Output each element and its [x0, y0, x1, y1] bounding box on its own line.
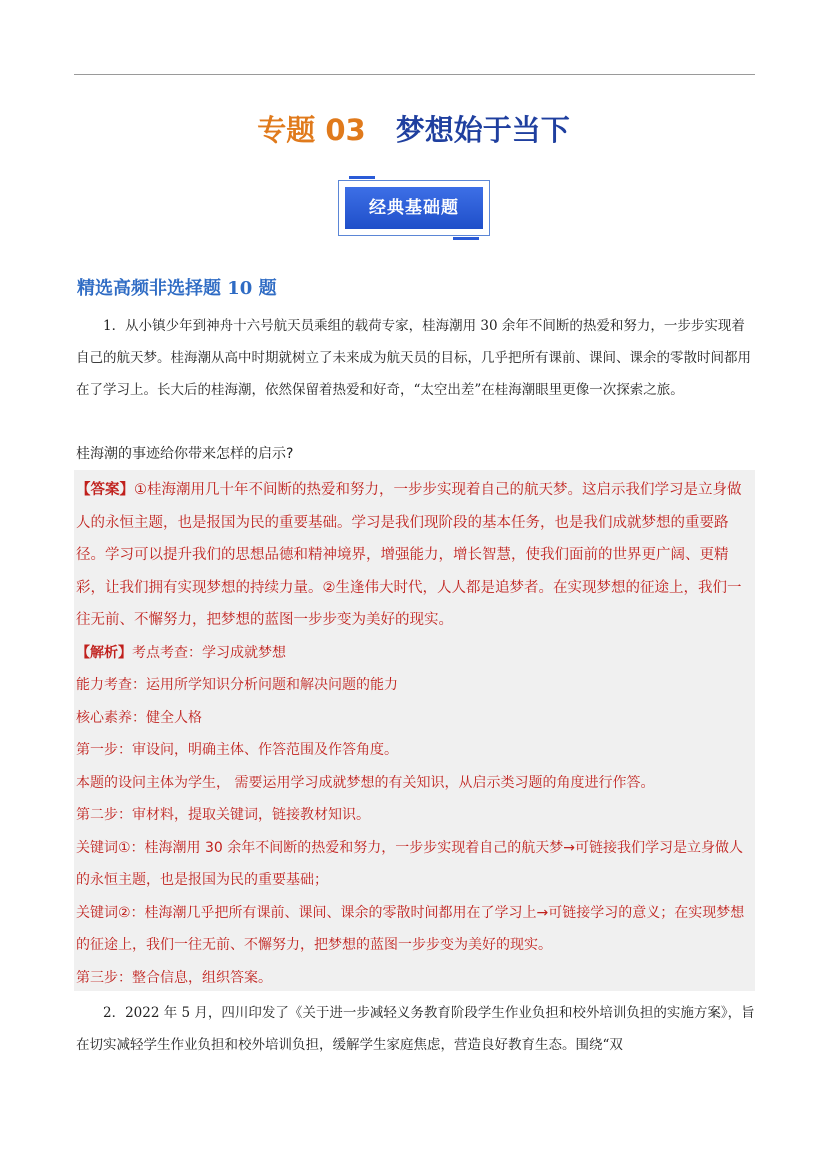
analysis-keyword-1: 关键词①：桂海潮用 30 余年不间断的热爱和努力，一步步实现着自己的航天梦→可链接我们学习是立身做人的永恒主题，也是报国为民的重要基础；: [76, 839, 743, 888]
answer-label: 【答案】: [76, 482, 134, 498]
question-1-text: 1．从小镇少年到神舟十六号航天员乘组的载荷专家，桂海潮用 30 余年不间断的热爱和努力，一步步实现着自己的航天梦。桂海潮从高中时期就树立了未来成为航天员的目标，几乎把所有课前、课间、课余的零散时间都用在了学习上。长大后的桂海潮，依然保留着热爱和好奇，“太空出差”在桂海潮眼里更像一次探索之旅。: [76, 318, 751, 398]
analysis-step-1: 第一步：审设问，明确主体、作答范围及作答角度。: [76, 742, 398, 758]
top-divider: [74, 74, 755, 75]
analysis-step-1-detail: 本题的设问主体为学生， 需要运用学习成就梦想的有关知识，从启示类习题的角度进行作答。: [76, 774, 655, 791]
analysis-ability: 能力考查：运用所学知识分析问题和解决问题的能力: [76, 677, 398, 693]
answer-text: ①桂海潮用几十年不间断的热爱和努力，一步步实现着自己的航天梦。这启示我们学习是立身做人的永恒主题，也是报国为民的重要基础。学习是我们现阶段的基本任务，也是我们成就梦想的重要路径。学习可以提升我们的思想品德和精神境界，增强能力，增长智慧，使我们面前的世界更广阔、更精彩，让我们拥有实现梦想的持续力量。②生逢伟大时代，人人都是追梦者。在实现梦想的征途上，我们一往无前、不懈努力，把梦想的蓝图一步步变为美好的现实。: [76, 482, 742, 628]
analysis-line: [74, 637, 755, 670]
topic-number: 专题 03: [257, 113, 366, 147]
analysis-step-3: 第三步：整合信息，组织答案。: [76, 969, 272, 986]
topic-title: 梦想始于当下: [395, 113, 570, 147]
question-1-prompt: 桂海潮的事迹给你带来怎样的启示?: [76, 446, 294, 462]
section-heading: 精选高频非选择题 10 题: [77, 278, 277, 299]
answer-panel: [74, 470, 755, 991]
analysis-literacy: 核心素养：健全人格: [76, 709, 202, 726]
answer-paragraph: [74, 470, 755, 637]
question-2-text: 2．2022 年 5 月，四川印发了《关于进一步减轻义务教育阶段学生作业负担和校外培训负担的实施方案》，旨在切实减轻学生作业负担和校外培训负担，缓解学生家庭焦虑，营造良好教育生态。围绕“双: [76, 1005, 755, 1053]
analysis-label: 【解析】: [76, 644, 132, 661]
category-badge: [338, 180, 490, 236]
analysis-step-2: 第二步：审材料，提取关键词，链接教材知识。: [76, 807, 370, 823]
analysis-keyword-2: 关键词②：桂海潮几乎把所有课前、课间、课余的零散时间都用在了学习上→可链接学习的意义；在实现梦想的征途上，我们一往无前、不懈努力，把梦想的蓝图一步步变为美好的现实。: [76, 904, 745, 953]
page-title: [0, 112, 827, 148]
analysis-point: 考点考查：学习成就梦想: [132, 644, 286, 661]
badge-label: 经典基础题: [345, 187, 483, 229]
